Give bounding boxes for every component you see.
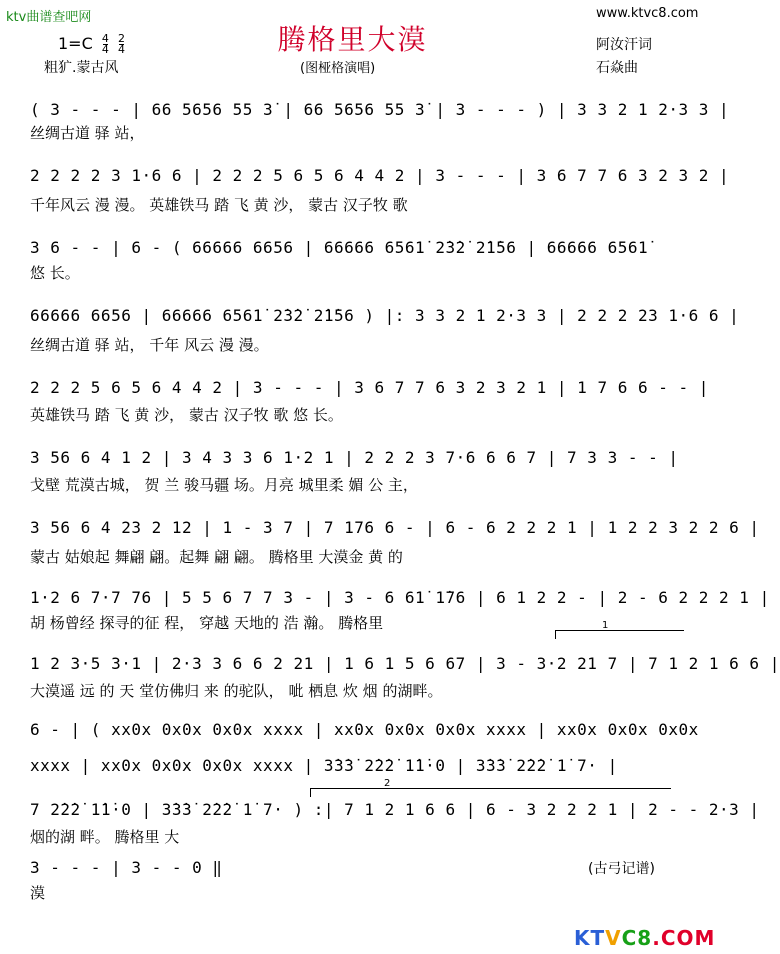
notation-row: 2 2 2 2 3 1·6 6 | 2 2 2 5 6 5 6 4 4 2 | 3 - - - | 3 6 7 7 6 3 2 3 2 | — [30, 166, 730, 185]
site-url: www.ktvc8.com — [596, 6, 699, 21]
lyric-row: 漠 — [30, 884, 46, 902]
site-name: ktv曲谱查吧网 — [6, 10, 92, 25]
notation-row: xxxx | xx0x 0x0x 0x0x xxxx | 3̇3̇3̇ 2̇2̇2̇ 1̇1̇·0 | 3̇3̇3̇ 2̇2̇2̇ 1̇ 7· | — [30, 756, 618, 775]
notation-row: 1 2 3·5 3·1 | 2·3 3 6 6 2 21 | 1 6 1 5 6 67 | 3 - 3·2 21 7 | 7 1 2 1 6 6 | — [30, 654, 780, 673]
transcriber-credit: (古弓记谱) — [588, 861, 655, 877]
lyric-row: 千年风云 漫 漫。 英雄铁马 踏 飞 黄 沙， 蒙古 汉子牧 歌 — [30, 196, 408, 214]
notation-row: 2 2 2 5 6 5 6 4 4 2 | 3 - - - | 3 6 7 7 6 3 2 3 2 1 | 1 7 6 6 - - | — [30, 378, 709, 397]
lyric-row: 丝绸古道 驿 站， 千年 风云 漫 漫。 — [30, 336, 269, 354]
lyric-row: 丝绸古道 驿 站， — [30, 124, 145, 142]
lyric-row: 悠 长。 — [30, 264, 80, 282]
style-marking: 粗犷.蒙古风 — [44, 60, 119, 76]
meter-b — [118, 34, 125, 55]
second-ending-number: 2 — [384, 778, 391, 789]
second-ending-bracket — [310, 788, 671, 797]
notation-row: 7 2̇2̇2̇ 1̇1̇·0 | 3̇3̇3̇ 2̇2̇2̇ 1̇ 7· ) :| 7 1 2 1 6 6 | 6 - 3 2 2 2 1 | 2 - - 2·3 | — [30, 800, 760, 819]
meter-a-bottom: 4 — [101, 43, 109, 56]
composer: 石焱曲 — [596, 60, 638, 76]
notation-row: 3 56 6 4 23 2 12 | 1 - 3 7 | 7 176 6 - | 6 - 6 2 2 2 1 | 1 2 2 3 2 2 6 | — [30, 518, 760, 537]
key-signature — [58, 34, 125, 55]
meter-a — [102, 34, 109, 55]
watermark-kt: KT — [574, 926, 606, 950]
first-ending-number: 1 — [602, 620, 609, 631]
watermark-logo — [574, 926, 715, 950]
notation-row: 6 - | ( xx0x 0x0x 0x0x xxxx | xx0x 0x0x 0x0x xxxx | xx0x 0x0x 0x0x — [30, 720, 699, 739]
lyric-row: 大漠遥 远 的 天 堂仿佛归 来 的驼队， 呲 栖息 炊 烟 的湖畔。 — [30, 682, 443, 700]
notation-row: 3 6 - - | 6 - ( 66666 6656 | 66666 6561̇ 2̇3̇2̇ 2̇1̇56 | 66666 6561̇ — [30, 238, 649, 257]
singer: (图桠格演唱) — [300, 61, 376, 76]
lyric-row: 英雄铁马 踏 飞 黄 沙， 蒙古 汉子牧 歌 悠 长。 — [30, 406, 343, 424]
song-title: 腾格里大漠 — [277, 23, 428, 56]
meter-b-bottom: 4 — [117, 43, 125, 56]
notation-row: 3 - - - | 3 - - 0 ‖ — [30, 858, 223, 877]
watermark-v: V — [605, 926, 622, 950]
notation-row: 1·2 6 7·7 76 | 5 5 6 7 7 3 - | 3 - 6 61̇ 1̇76 | 6 1 2 2 - | 2 - 6 2 2 2 1 | — [30, 588, 770, 607]
meter-a-top: 4 — [101, 32, 109, 45]
lyric-row: 戈壁 荒漠古城， 贺 兰 骏马疆 场。月亮 城里柔 媚 公 主， — [30, 476, 418, 494]
lyricist: 阿汝汗词 — [596, 37, 652, 53]
lyric-row: 蒙古 姑娘起 舞翩 翩。起舞 翩 翩。 腾格里 大漠金 黄 的 — [30, 548, 403, 566]
first-ending-bracket — [555, 630, 684, 639]
notation-row: 3 56 6 4 1 2 | 3 4 3 3 6 1·2 1 | 2 2 2 3 7·6 6 6 7 | 7 3 3 - - | — [30, 448, 679, 467]
lyric-row: 胡 杨曾经 探寻的征 程， 穿越 天地的 浩 瀚。 腾格里 — [30, 614, 384, 632]
key-label: 1=C — [58, 34, 93, 53]
meter-b-top: 2 — [117, 32, 125, 45]
watermark-com: .COM — [652, 926, 716, 950]
notation-row: ( 3 - - - | 66 5656 55 3̇ | 66 5656 55 3̇ | 3 - - - ) | 3 3 2 1 2·3 3 | — [30, 100, 730, 119]
notation-row: 66666 6656 | 66666 6561̇ 2̇3̇2̇ 2̇1̇56 ) |: 3 3 2 1 2·3 3 | 2 2 2 23 1·6 6 | — [30, 306, 740, 325]
watermark-c8: C8 — [621, 926, 653, 950]
lyric-row: 烟的湖 畔。 腾格里 大 — [30, 828, 180, 846]
